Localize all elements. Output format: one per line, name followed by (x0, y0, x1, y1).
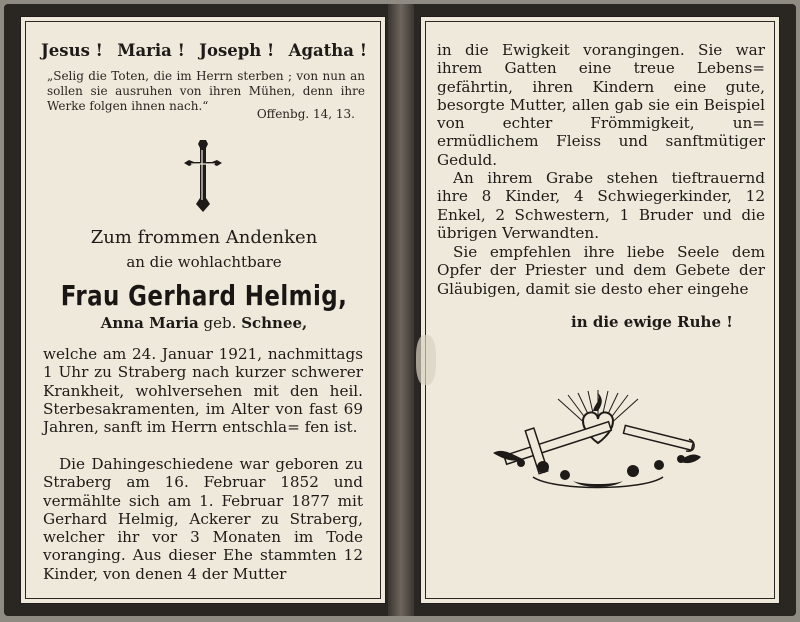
invocation-agatha: Agatha ! (288, 41, 367, 60)
prayer-request-paragraph: Sie empfehlen ihre liebe Seele dem Opfer der Priester und dem Gebete der Gläubigen, damit sie desto eher eingehe (437, 243, 765, 298)
given-names: Anna Maria (100, 314, 199, 332)
paper-tear (416, 335, 436, 385)
bible-quote: „Selig die Toten, die im Herrn sterben ; von nun an sollen sie ausruhen von ihren Mühen, denn ihre Werke folgen ihnen nach.“ (47, 69, 365, 113)
memorial-subheading: an die wohlachtbare (126, 253, 282, 271)
maiden-name-line (21, 314, 387, 332)
deceased-name: Frau Gerhard Helmig, (60, 279, 348, 312)
maiden-name: Schnee, (241, 314, 308, 332)
nee-label: geb. (203, 314, 237, 332)
card-fold (388, 4, 414, 616)
invocation-line (41, 41, 367, 60)
biography-paragraph: Die Dahingeschiedene war geboren zu Straberg am 16. Februar 1852 und vermählte sich am 1. Februar 1877 mit Gerhard Helmig, Ackerer zu Straberg, welcher ihr vor 3 Monaten im Tode voranging. Aus dieser Ehe stammten 12 Kinder, von denen 4 der Mutter (43, 455, 363, 583)
biography-continued: in die Ewigkeit vorangingen. Sie war ihrem Gatten eine treue Lebens= gefährtin, ihren Kindern eine gute, besorgte Mutter, allen gab sie ein Beispiel von echter Frömmigkeit, un= ermüdlichem Fleiss und sanftmütiger Geduld. (437, 41, 765, 169)
invocation-joseph: Joseph ! (199, 41, 275, 60)
death-paragraph: welche am 24. Januar 1921, nachmittags 1 Uhr zu Straberg nach kurzer schwerer Krankheit, wohlversehen mit den heil. Sterbesakramenten, im Alter von fast 69 Jahren, sanft im Herrn entschla= fen ist. (43, 345, 363, 437)
latin-cross-icon (181, 138, 225, 214)
memorial-heading: Zum frommen Andenken (90, 227, 318, 248)
invocation-jesus: Jesus ! (41, 41, 103, 60)
sacred-heart-cross-ornament (473, 385, 723, 497)
bible-quote-reference: Offenbg. 14, 13. (256, 107, 355, 121)
right-panel (420, 16, 780, 604)
closing-line: in die ewige Ruhe ! (571, 313, 733, 331)
left-panel (20, 16, 386, 604)
invocation-maria: Maria ! (117, 41, 185, 60)
mourners-paragraph: An ihrem Grabe stehen tieftrauernd ihre 8 Kinder, 4 Schwiegerkinder, 12 Enkel, 2 Schwestern, 1 Bruder und die übrigen Verwandten. (437, 169, 765, 242)
